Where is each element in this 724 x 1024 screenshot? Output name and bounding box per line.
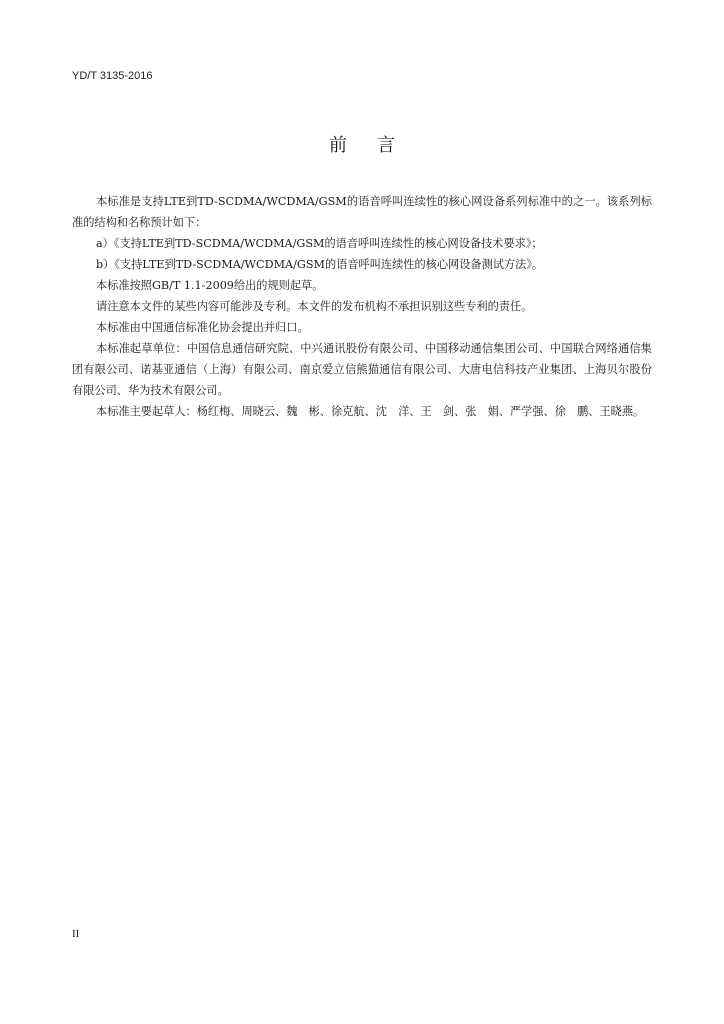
paragraph-proposer: 本标准由中国通信标准化协会提出并归口。 bbox=[96, 321, 309, 334]
paragraph-drafting-organizations: 本标准起草单位：中国信息通信研究院、中兴通讯股份有限公司、中国移动通信集团公司、中国联合网络通信集团有限公司、诺基亚通信（上海）有限公司、南京爱立信熊猫通信有限公司、大唐电信科技产业集团、上海贝尔股份有限公司、华为技术有限公司。 bbox=[72, 342, 652, 397]
page-title: 前言 bbox=[329, 135, 425, 156]
paragraph-patent-notice: 请注意本文件的某些内容可能涉及专利。本文件的发布机构不承担识别这些专利的责任。 bbox=[96, 300, 533, 313]
paragraph-drafting-rules: 本标准按照GB/T 1.1-2009给出的规则起草。 bbox=[96, 279, 324, 292]
paragraph-series-intro: 本标准是支持LTE到TD-SCDMA/WCDMA/GSM的语音呼叫连续性的核心网设备系列标准中的之一。该系列标准的结构和名称预计如下： bbox=[72, 195, 652, 229]
list-item-b: b）《支持LTE到TD-SCDMA/WCDMA/GSM的语音呼叫连续性的核心网设备测试方法》。 bbox=[96, 258, 544, 271]
list-item-a: a）《支持LTE到TD-SCDMA/WCDMA/GSM的语音呼叫连续性的核心网设备技术要求》； bbox=[96, 237, 543, 250]
paragraph-drafters: 本标准主要起草人：杨红梅、周晓云、魏 彬、徐克航、沈 洋、王 剑、张 娟、严学强、徐 鹏、王晓燕。 bbox=[96, 405, 645, 418]
document-code: YD/T 3135-2016 bbox=[72, 70, 153, 82]
page-number: II bbox=[72, 928, 80, 940]
foreword-body bbox=[72, 191, 652, 422]
